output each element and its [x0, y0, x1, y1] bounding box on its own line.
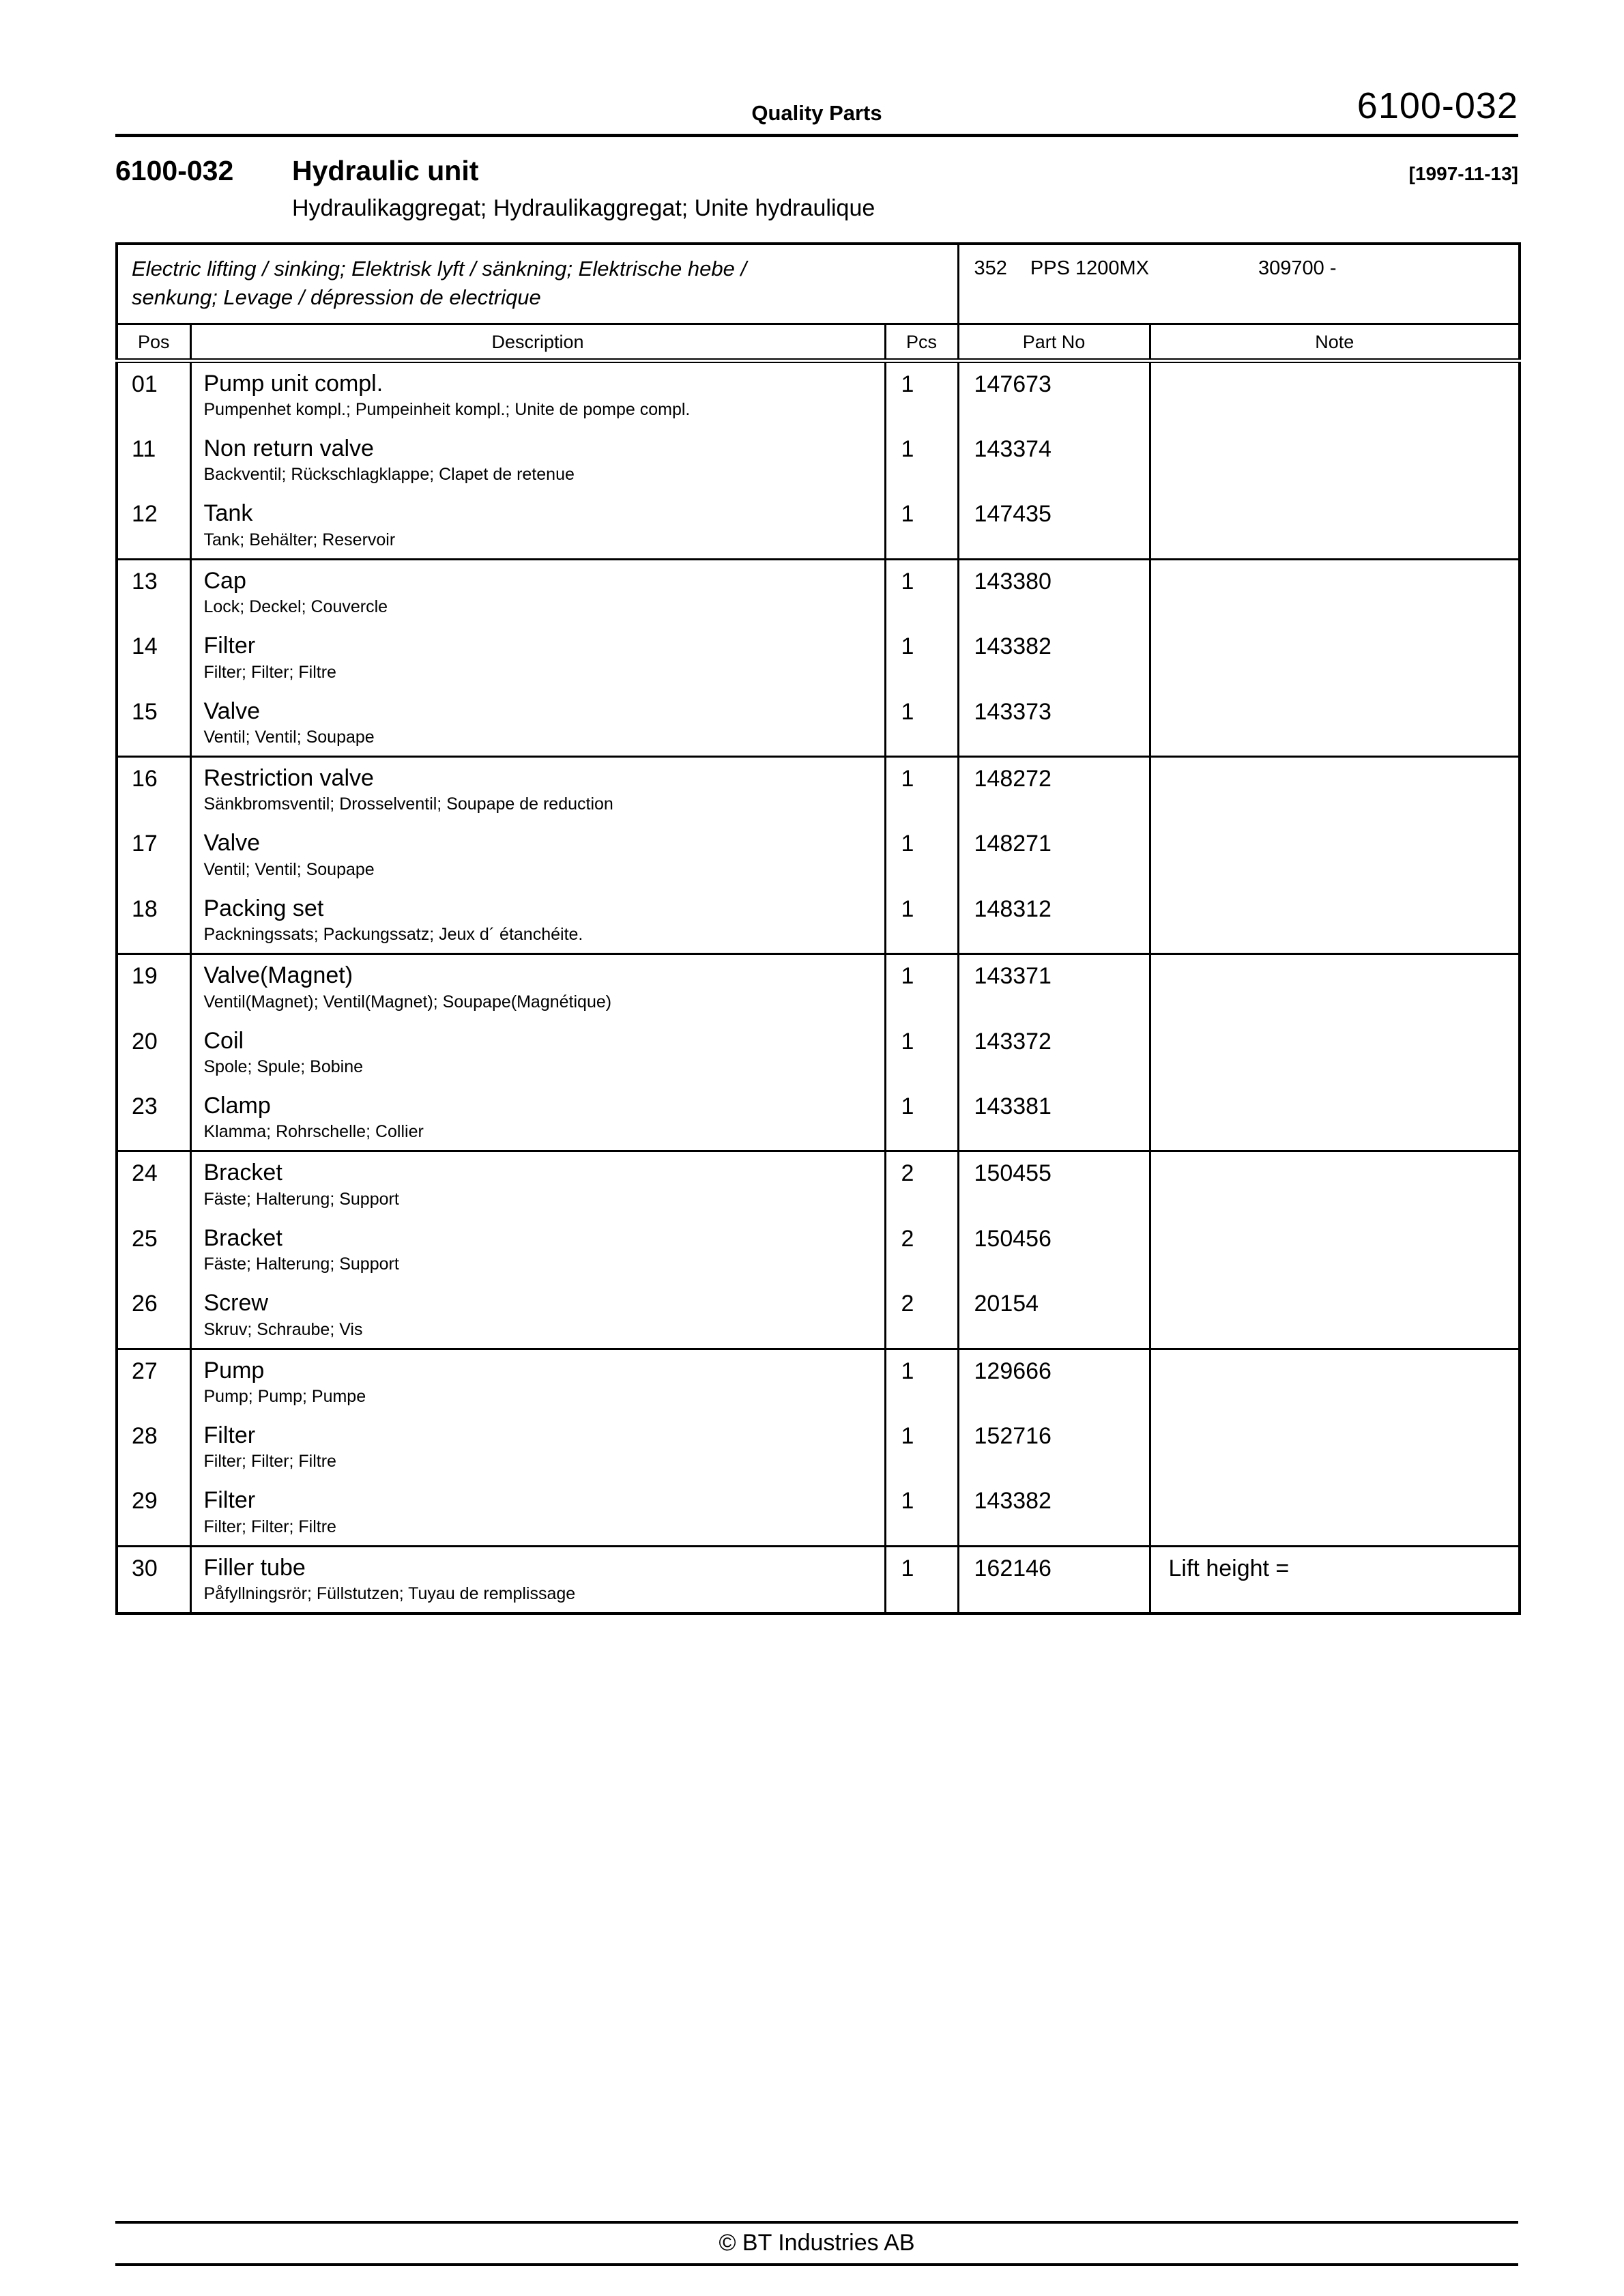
part-no-cell: 143374	[958, 428, 1150, 493]
pos-cell: 27	[117, 1349, 190, 1415]
variant-description-line1: Electric lifting / sinking; Elektrisk lyft / sänkning; Elektrische hebe /	[132, 257, 747, 281]
footer-text: © BT Industries AB	[719, 2230, 915, 2256]
description-sub: Klamma; Rohrschelle; Collier	[203, 1122, 424, 1142]
description-main: Filter	[203, 633, 256, 659]
description-sub: Filter; Filter; Filtre	[203, 1517, 336, 1536]
note-cell	[1150, 1480, 1520, 1546]
description-main: Non return valve	[203, 435, 374, 462]
pos-cell: 15	[117, 691, 190, 757]
table-header-row	[117, 324, 1520, 360]
part-no-cell: 143382	[958, 625, 1150, 690]
pcs-cell: 1	[885, 757, 958, 823]
part-no-cell: 143381	[958, 1085, 1150, 1151]
part-no-cell: 129666	[958, 1349, 1150, 1415]
model-name: PPS 1200MX	[1030, 257, 1150, 279]
description-sub: Ventil; Ventil; Soupape	[203, 728, 375, 747]
note-cell	[1150, 428, 1520, 493]
note-cell: Lift height =	[1150, 1546, 1520, 1613]
description-main: Screw	[203, 1290, 268, 1317]
header-title: Quality Parts	[751, 101, 882, 125]
pcs-cell: 1	[885, 493, 958, 559]
section-title: Hydraulic unit	[292, 155, 479, 186]
table-row	[117, 1020, 1520, 1085]
pcs-cell: 2	[885, 1151, 958, 1218]
pos-cell: 11	[117, 428, 190, 493]
parts-table	[115, 242, 1521, 1615]
description-sub: Spole; Spule; Bobine	[203, 1057, 364, 1076]
column-header-pcs: Pcs	[885, 324, 958, 360]
part-no-cell: 143372	[958, 1020, 1150, 1085]
description-main: Restriction valve	[203, 765, 374, 792]
note-cell	[1150, 1415, 1520, 1480]
pcs-cell: 1	[885, 822, 958, 887]
serial-range: 309700 -	[1258, 257, 1337, 279]
description-cell	[190, 1415, 885, 1480]
pos-cell: 29	[117, 1480, 190, 1546]
table-row	[117, 822, 1520, 887]
description-cell	[190, 559, 885, 625]
description-cell	[190, 822, 885, 887]
pcs-cell: 1	[885, 1349, 958, 1415]
description-main: Clamp	[203, 1092, 271, 1119]
description-cell	[190, 1218, 885, 1282]
table-row	[117, 1546, 1520, 1613]
pos-cell: 13	[117, 559, 190, 625]
column-header-note: Note	[1150, 324, 1520, 360]
note-cell	[1150, 625, 1520, 690]
note-cell	[1150, 1282, 1520, 1349]
pos-cell: 18	[117, 888, 190, 954]
description-sub: Skruv; Schraube; Vis	[203, 1319, 363, 1339]
pos-cell: 17	[117, 822, 190, 887]
description-sub: Påfyllningsrör; Füllstutzen; Tuyau de remplissage	[203, 1584, 576, 1604]
description-sub: Backventil; Rückschlagklappe; Clapet de retenue	[203, 465, 575, 485]
table-row	[117, 1218, 1520, 1282]
description-main: Cap	[203, 567, 246, 594]
part-no-cell: 148271	[958, 822, 1150, 887]
description-sub: Pumpenhet kompl.; Pumpeinheit kompl.; Unite de pompe compl.	[203, 400, 691, 420]
pcs-cell: 1	[885, 1020, 958, 1085]
header-doc-number: 6100-032	[1357, 85, 1518, 126]
description-cell	[190, 1085, 885, 1151]
description-main: Pump	[203, 1357, 265, 1383]
description-cell	[190, 625, 885, 690]
pcs-cell: 1	[885, 625, 958, 690]
table-row	[117, 888, 1520, 954]
part-no-cell: 20154	[958, 1282, 1150, 1349]
description-sub: Tank; Behälter; Reservoir	[203, 530, 396, 549]
description-main: Filter	[203, 1422, 256, 1448]
table-row	[117, 428, 1520, 493]
pos-cell: 20	[117, 1020, 190, 1085]
note-cell	[1150, 1020, 1520, 1085]
pcs-cell: 1	[885, 559, 958, 625]
description-cell	[190, 888, 885, 954]
note-cell	[1150, 1085, 1520, 1151]
note-cell	[1150, 757, 1520, 823]
pos-cell: 14	[117, 625, 190, 690]
table-row	[117, 1415, 1520, 1480]
column-header-description: Description	[190, 324, 885, 360]
pcs-cell: 1	[885, 1085, 958, 1151]
title-block	[115, 155, 1518, 187]
part-no-cell: 152716	[958, 1415, 1150, 1480]
part-no-cell: 148272	[958, 757, 1150, 823]
note-cell	[1150, 822, 1520, 887]
note-cell	[1150, 493, 1520, 559]
column-header-pos: Pos	[117, 324, 190, 360]
pos-cell: 12	[117, 493, 190, 559]
pcs-cell: 1	[885, 1546, 958, 1613]
header-rule	[115, 134, 1518, 137]
note-cell	[1150, 1151, 1520, 1218]
description-cell	[190, 954, 885, 1020]
table-row	[117, 493, 1520, 559]
pos-cell: 23	[117, 1085, 190, 1151]
description-sub: Fäste; Halterung; Support	[203, 1254, 399, 1274]
description-main: Coil	[203, 1027, 244, 1054]
part-no-cell: 143380	[958, 559, 1150, 625]
note-cell	[1150, 360, 1520, 428]
description-cell	[190, 1546, 885, 1613]
pcs-cell: 1	[885, 428, 958, 493]
part-no-cell: 148312	[958, 888, 1150, 954]
note-cell	[1150, 1218, 1520, 1282]
pos-cell: 25	[117, 1218, 190, 1282]
part-no-cell: 143382	[958, 1480, 1150, 1546]
pcs-cell: 1	[885, 1415, 958, 1480]
table-row	[117, 1151, 1520, 1218]
part-no-cell: 150455	[958, 1151, 1150, 1218]
note-cell	[1150, 954, 1520, 1020]
revision-date: [1997-11-13]	[1408, 163, 1518, 184]
description-main: Valve	[203, 830, 261, 857]
description-cell	[190, 757, 885, 823]
description-cell	[190, 360, 885, 428]
table-row	[117, 757, 1520, 823]
note-cell	[1150, 1349, 1520, 1415]
table-intro-row	[117, 244, 1520, 324]
pos-cell: 19	[117, 954, 190, 1020]
description-sub: Packningssats; Packungssatz; Jeux d´ étanchéite.	[203, 925, 583, 945]
pos-cell: 01	[117, 360, 190, 428]
table-row	[117, 360, 1520, 428]
pcs-cell: 2	[885, 1218, 958, 1282]
description-cell	[190, 1480, 885, 1546]
page-footer	[115, 2221, 1518, 2266]
description-cell	[190, 1151, 885, 1218]
description-sub: Fäste; Halterung; Support	[203, 1189, 399, 1209]
description-sub: Filter; Filter; Filtre	[203, 662, 336, 682]
part-no-cell: 147435	[958, 493, 1150, 559]
description-main: Filler tube	[203, 1554, 306, 1581]
pcs-cell: 2	[885, 1282, 958, 1349]
description-sub: Ventil(Magnet); Ventil(Magnet); Soupape(Magnétique)	[203, 992, 612, 1011]
pos-cell: 26	[117, 1282, 190, 1349]
table-row	[117, 1282, 1520, 1349]
pcs-cell: 1	[885, 691, 958, 757]
description-main: Tank	[203, 500, 253, 527]
variant-description-line2: senkung; Levage / dépression de electrique	[132, 285, 541, 309]
pcs-cell: 1	[885, 1480, 958, 1546]
pcs-cell: 1	[885, 888, 958, 954]
description-sub: Lock; Deckel; Couvercle	[203, 597, 388, 617]
description-cell	[190, 1020, 885, 1085]
page-content	[115, 0, 1518, 1615]
table-row	[117, 691, 1520, 757]
model-info	[958, 244, 1520, 324]
note-cell	[1150, 888, 1520, 954]
pcs-cell: 1	[885, 360, 958, 428]
pos-cell: 30	[117, 1546, 190, 1613]
model-code: 352	[974, 257, 1007, 279]
section-subtitle: Hydraulikaggregat; Hydraulikaggregat; Unite hydraulique	[292, 195, 875, 221]
description-main: Valve	[203, 698, 261, 724]
table-row	[117, 559, 1520, 625]
description-cell	[190, 428, 885, 493]
note-cell	[1150, 559, 1520, 625]
description-sub: Ventil; Ventil; Soupape	[203, 859, 375, 879]
parts-table-body	[117, 360, 1520, 1613]
pos-cell: 24	[117, 1151, 190, 1218]
description-main: Pump unit compl.	[203, 370, 383, 397]
section-code: 6100-032	[115, 155, 234, 186]
table-row	[117, 954, 1520, 1020]
description-main: Packing set	[203, 895, 324, 921]
pcs-cell: 1	[885, 954, 958, 1020]
description-cell	[190, 1349, 885, 1415]
table-row	[117, 625, 1520, 690]
description-cell	[190, 691, 885, 757]
description-cell	[190, 493, 885, 559]
description-cell	[190, 1282, 885, 1349]
note-cell	[1150, 691, 1520, 757]
table-row	[117, 1085, 1520, 1151]
description-main: Bracket	[203, 1224, 282, 1251]
variant-description	[117, 244, 958, 324]
description-main: Filter	[203, 1487, 256, 1514]
part-no-cell: 147673	[958, 360, 1150, 428]
part-no-cell: 150456	[958, 1218, 1150, 1282]
table-row	[117, 1480, 1520, 1546]
part-no-cell: 143371	[958, 954, 1150, 1020]
column-header-part-no: Part No	[958, 324, 1150, 360]
description-main: Valve(Magnet)	[203, 962, 353, 989]
pos-cell: 16	[117, 757, 190, 823]
table-row	[117, 1349, 1520, 1415]
pos-cell: 28	[117, 1415, 190, 1480]
description-sub: Sänkbromsventil; Drosselventil; Soupape de reduction	[203, 794, 613, 814]
part-no-cell: 143373	[958, 691, 1150, 757]
description-main: Bracket	[203, 1160, 282, 1186]
page-header	[115, 0, 1518, 134]
part-no-cell: 162146	[958, 1546, 1150, 1613]
description-sub: Filter; Filter; Filtre	[203, 1452, 336, 1472]
description-sub: Pump; Pump; Pumpe	[203, 1386, 366, 1406]
